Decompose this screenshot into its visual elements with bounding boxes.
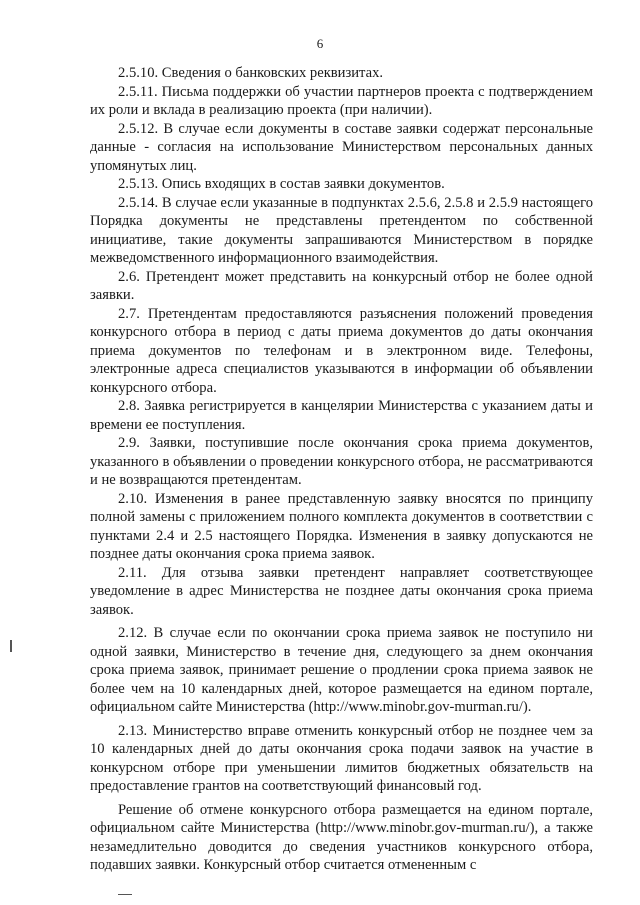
paragraph-2-5-12: 2.5.12. В случае если документы в составе заявки содержат персональные данные - согласия на использование Министерством персональных данных упомянутых лиц. bbox=[90, 120, 593, 174]
paragraph-2-11: 2.11. Для отзыва заявки претендент направляет соответствующее уведомление в адрес Министерства не позднее даты окончания срока приема заявок. bbox=[90, 564, 593, 618]
document-body bbox=[90, 64, 593, 875]
paragraph-2-5-10: 2.5.10. Сведения о банковских реквизитах. bbox=[118, 65, 384, 81]
paragraph-2-10: 2.10. Изменения в ранее представленную заявку вносятся по принципу полной замены с приложением полного комплекта документов в соответствии с пунктами 2.4 и 2.5 настоящего Порядка. Изменения в заявку допускаются не позднее даты окончания срока приема заявок. bbox=[90, 490, 593, 562]
paragraph-2-5-13: 2.5.13. Опись входящих в состав заявки документов. bbox=[118, 176, 445, 192]
paragraph-2-5-14: 2.5.14. В случае если указанные в подпунктах 2.5.6, 2.5.8 и 2.5.9 настоящего Порядка документы не представлены претендентом по собственной инициативе, такие документы запрашиваются Министерством в порядке межведомственного информационного взаимодействия. bbox=[90, 194, 593, 266]
paragraph-2-6: 2.6. Претендент может представить на конкурсный отбор не более одной заявки. bbox=[90, 268, 593, 303]
page-number: 6 bbox=[316, 36, 324, 51]
paragraph-2-13: 2.13. Министерство вправе отменить конкурсный отбор не позднее чем за 10 календарных дней до даты окончания срока подачи заявок на участие в конкурсном отборе при уменьшении лимитов бюджетных обязательств на предоставление грантов на соответствующий финансовый год. bbox=[90, 722, 593, 794]
paragraph-2-9: 2.9. Заявки, поступившие после окончания срока приема документов, указанного в объявлении о проведении конкурсного отбора, не рассматриваются и не возвращаются претендентам. bbox=[90, 435, 593, 488]
paragraph-2-8: 2.8. Заявка регистрируется в канцелярии Министерства с указанием даты и времени ее поступления. bbox=[90, 398, 593, 433]
scan-artifact-mark bbox=[118, 894, 132, 895]
scan-artifact-mark bbox=[10, 640, 12, 652]
paragraph-2-7: 2.7. Претендентам предоставляются разъяснения положений проведения конкурсного отбора в период с даты приема документов до даты окончания приема документов по телефонам и в электронном виде. Телефоны, электронные адреса специалистов указываются в информации об объявлении конкурсного отбора. bbox=[90, 305, 593, 396]
paragraph-cancellation-decision: Решение об отмене конкурсного отбора размещается на едином портале, официальном сайте Министерства (http://www.minobr.gov-murman.ru/), а также незамедлительно доводится до сведения участников конкурсного отбора, подавших заявки. Конкурсный отбор считается отмененным с bbox=[90, 801, 593, 873]
paragraph-2-12: 2.12. В случае если по окончании срока приема заявок не поступило ни одной заявки, Министерство в течение дня, следующего за днем окончания срока приема заявок, принимает решение о продлении срока приема заявок не более чем на 10 календарных дней, которое размещается на едином портале, официальном сайте Министерства (http://www.minobr.gov-murman.ru/). bbox=[90, 625, 593, 715]
paragraph-2-5-11: 2.5.11. Письма поддержки об участии партнеров проекта с подтверждением их роли и вклада в реализацию проекта (при наличии). bbox=[90, 83, 593, 118]
